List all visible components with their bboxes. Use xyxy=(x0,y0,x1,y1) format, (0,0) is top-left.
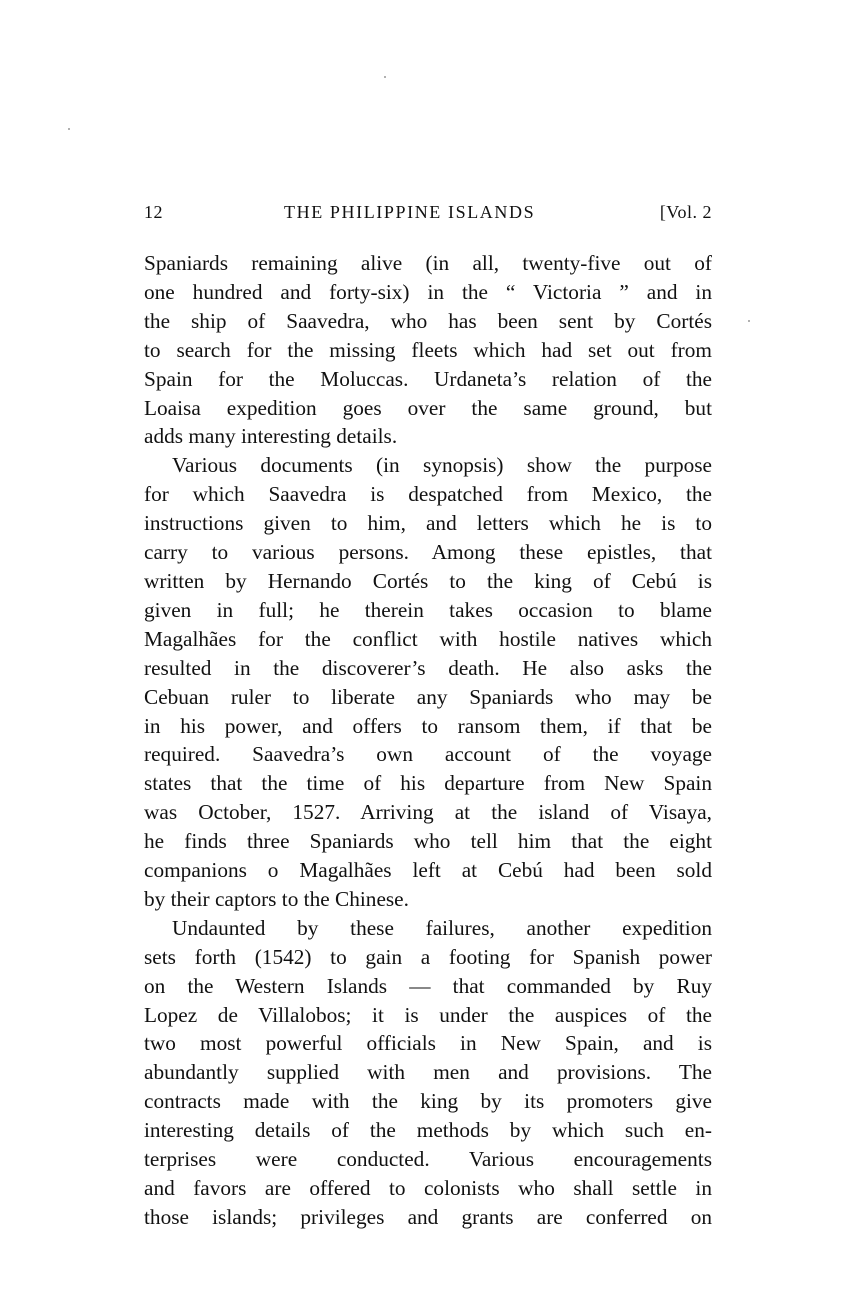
text-line: those islands; privileges and grants are conferred on xyxy=(144,1204,712,1229)
text-line: was October, 1527. Arriving at the island of Visaya, xyxy=(144,800,712,825)
text-line: states that the time of his departure from New Spain xyxy=(144,771,712,796)
scan-speck xyxy=(748,320,750,322)
text-line: the ship of Saavedra, who has been sent by Cortés xyxy=(144,308,712,333)
text-line: one hundred and forty-six) in the “ Victoria ” and in xyxy=(144,279,712,304)
text-line: in his power, and offers to ransom them, if that be xyxy=(144,713,712,738)
text-line: Cebuan ruler to liberate any Spaniards who may be xyxy=(144,684,712,709)
text-line: terprises were conducted. Various encouragements xyxy=(144,1147,712,1172)
page-number: 12 xyxy=(144,202,163,222)
text-line: Loaisa expedition goes over the same ground, but xyxy=(144,395,712,420)
text-line: to search for the missing fleets which had set out from xyxy=(144,337,712,362)
text-line: Spaniards remaining alive (in all, twenty-five out of xyxy=(144,251,712,275)
text-line: Undaunted by these failures, another expedition xyxy=(172,915,712,940)
text-line: by their captors to the Chinese. xyxy=(144,886,409,911)
text-line: required. Saavedra’s own account of the voyage xyxy=(144,742,712,767)
running-title: THE PHILIPPINE ISLANDS xyxy=(284,202,536,222)
text-line: adds many interesting details. xyxy=(144,424,398,449)
text-line: for which Saavedra is despatched from Mexico, the xyxy=(144,482,712,507)
text-line: resulted in the discoverer’s death. He also asks the xyxy=(144,655,712,680)
text-line: Lopez de Villalobos; it is under the auspices of the xyxy=(144,1002,712,1027)
scan-speck xyxy=(68,128,70,130)
scan-speck xyxy=(384,76,386,78)
text-line: Various documents (in synopsis) show the purpose xyxy=(172,453,712,478)
text-line: Spain for the Moluccas. Urdaneta’s relation of the xyxy=(144,366,712,391)
text-line: contracts made with the king by its promoters give xyxy=(144,1089,712,1114)
paragraph-3 xyxy=(144,914,712,1232)
running-head xyxy=(144,202,712,232)
text-line: written by Hernando Cortés to the king of Cebú is xyxy=(144,568,712,593)
text-line: sets forth (1542) to gain a footing for Spanish power xyxy=(144,944,712,969)
paragraph-1 xyxy=(144,249,712,451)
text-line: Magalhães for the conflict with hostile natives which xyxy=(144,626,712,651)
volume-label: [Vol. 2 xyxy=(659,202,712,222)
text-line: and favors are offered to colonists who shall settle in xyxy=(144,1176,712,1200)
text-line: two most powerful officials in New Spain, and is xyxy=(144,1031,712,1056)
text-line: given in full; he therein takes occasion to blame xyxy=(144,597,712,622)
text-line: instructions given to him, and letters which he is to xyxy=(144,511,712,536)
text-line: companions o Magalhães left at Cebú had been sold xyxy=(144,858,712,883)
text-line: carry to various persons. Among these epistles, that xyxy=(144,540,712,565)
text-line: he finds three Spaniards who tell him that the eight xyxy=(144,829,712,854)
text-line: interesting details of the methods by which such en- xyxy=(144,1118,712,1143)
paragraph-2 xyxy=(144,451,712,914)
body-text xyxy=(144,249,712,1232)
text-line: abundantly supplied with men and provisions. The xyxy=(144,1060,712,1085)
text-line: on the Western Islands — that commanded by Ruy xyxy=(144,973,712,998)
book-page xyxy=(144,202,712,1232)
